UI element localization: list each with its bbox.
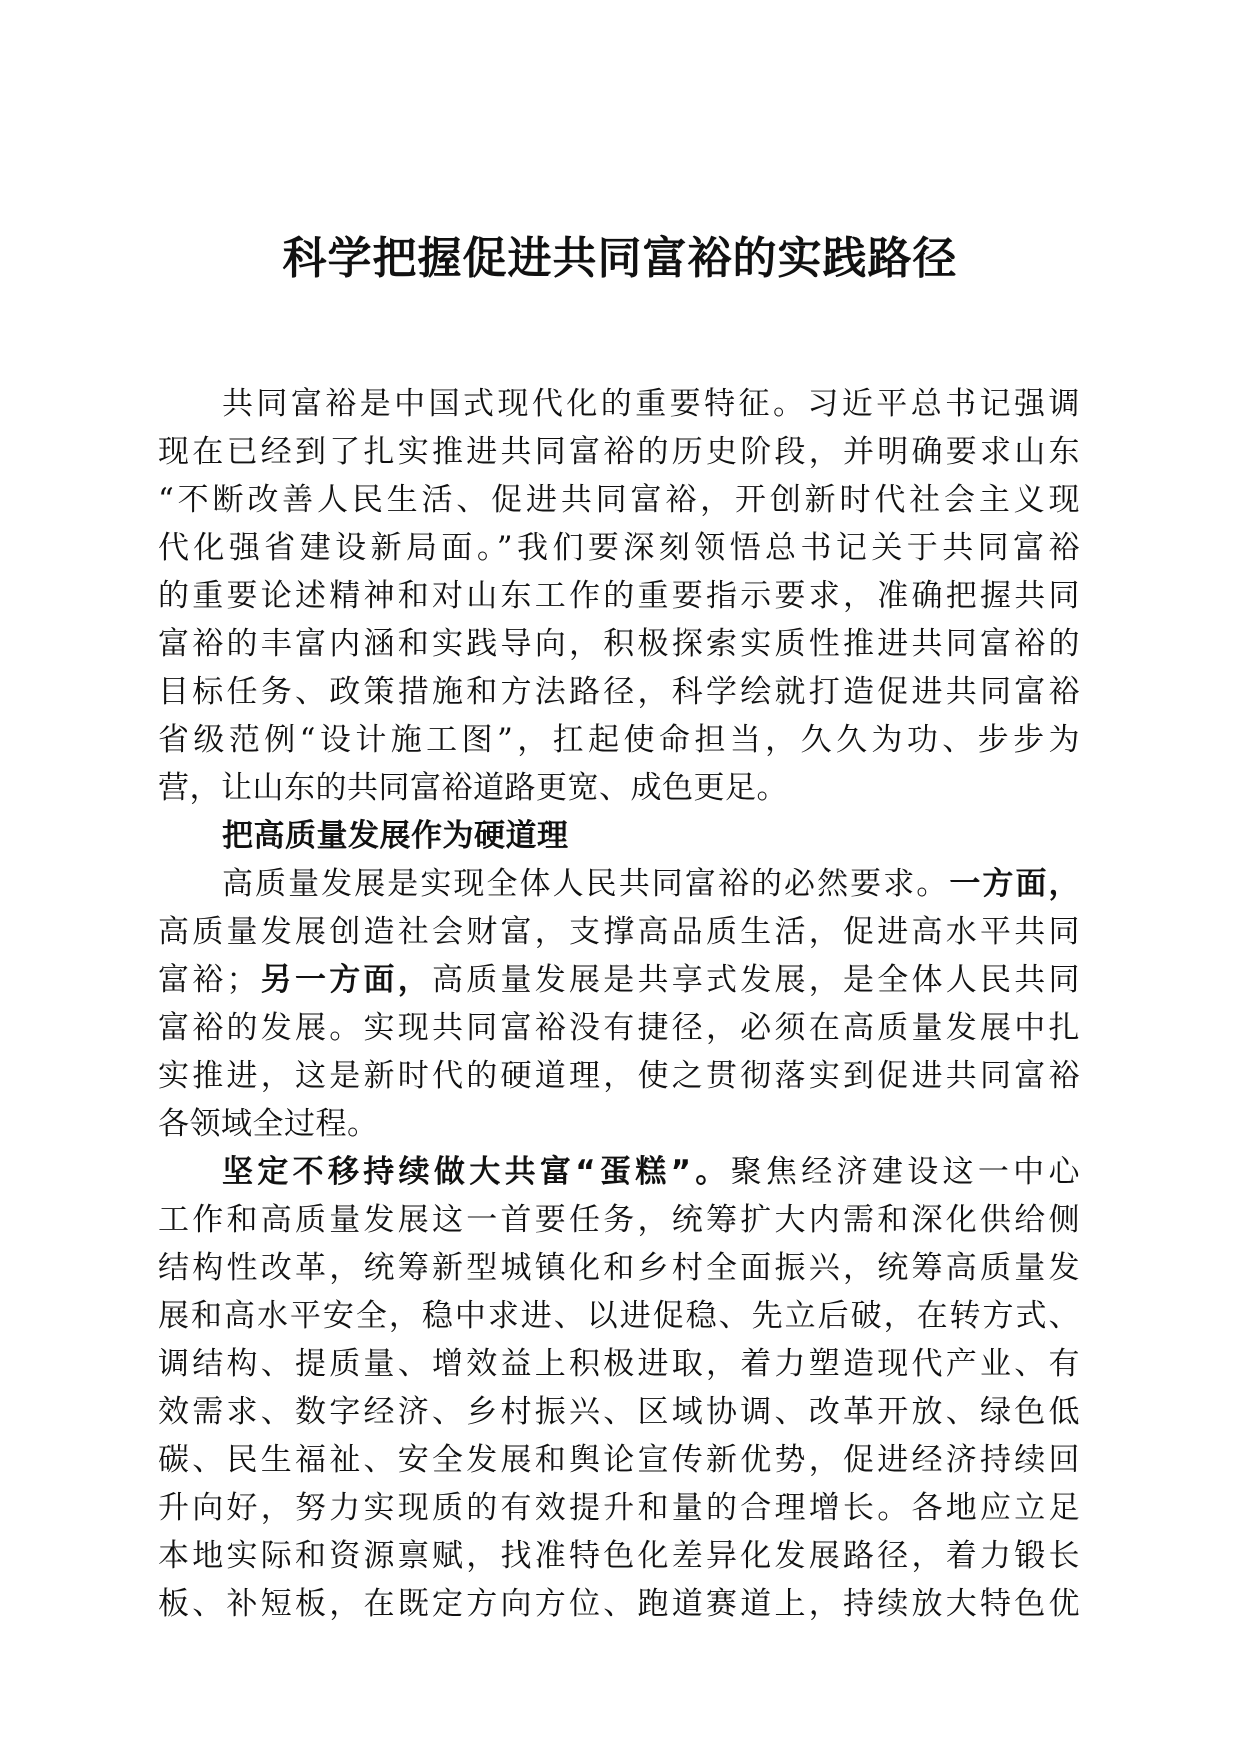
paragraph-2-text: 富裕； [158,962,258,998]
paragraph-3-line: 调结构、提质量、增效益上积极进取，着力塑造现代产业、有 [158,1346,1080,1382]
paragraph-2-line: 实推进，这是新时代的硬道理，使之贯彻落实到促进共同富裕 [158,1058,1080,1094]
paragraph-1-line: 代化强省建设新局面。”我们要深刻领悟总书记关于共同富裕 [158,530,1080,566]
paragraph-3-line: 碳、民生福祉、安全发展和舆论宣传新优势，促进经济持续回 [158,1442,1080,1478]
paragraph-1-line: 目标任务、政策措施和方法路径，科学绘就打造促进共同富裕 [158,674,1080,710]
paragraph-3-line [158,1148,1080,1196]
paragraph-2-line: 富裕的发展。实现共同富裕没有捷径，必须在高质量发展中扎 [158,1010,1080,1046]
paragraph-1-line: 富裕的丰富内涵和实践导向，积极探索实质性推进共同富裕的 [158,626,1080,662]
section-heading: 把高质量发展作为硬道理 [222,818,569,854]
document-body [158,380,1080,1628]
paragraph-2-line [158,956,1080,1004]
paragraph-2-text: 高质量发展是实现全体人民共同富裕的必然要求。 [222,866,950,902]
paragraph-1-line: 营，让山东的共同富裕道路更宽、成色更足。 [158,770,788,806]
paragraph-3-line: 展和高水平安全，稳中求进、以进促稳、先立后破，在转方式、 [158,1298,1080,1334]
paragraph-1-line: “不断改善人民生活、促进共同富裕，开创新时代社会主义现 [158,482,1080,518]
paragraph-1-line: 现在已经到了扎实推进共同富裕的历史阶段，并明确要求山东 [158,434,1080,470]
paragraph-3-line: 板、补短板，在既定方向方位、跑道赛道上，持续放大特色优 [158,1586,1080,1622]
paragraph-3-text: 聚焦经济建设这一中心 [730,1154,1080,1190]
paragraph-3-lead: 坚定不移持续做大共富“蛋糕”。 [222,1154,731,1190]
paragraph-2-emphasis: 另一方面， [258,962,432,998]
paragraph-3-line: 本地实际和资源禀赋，找准特色化差异化发展路径，着力锻长 [158,1538,1080,1574]
paragraph-2-emphasis: 一方面， [949,866,1081,902]
paragraph-3-line: 升向好，努力实现质的有效提升和量的合理增长。各地应立足 [158,1490,1080,1526]
document-title: 科学把握促进共同富裕的实践路径 [282,233,958,284]
paragraph-2-line: 各领域全过程。 [158,1106,379,1142]
paragraph-1-line: 共同富裕是中国式现代化的重要特征。习近平总书记强调 [222,386,1080,422]
paragraph-1-line: 省级范例“设计施工图”，扛起使命担当，久久为功、步步为 [158,722,1080,758]
paragraph-1-line: 的重要论述精神和对山东工作的重要指示要求，准确把握共同 [158,578,1080,614]
paragraph-3-line: 效需求、数字经济、乡村振兴、区域协调、改革开放、绿色低 [158,1394,1080,1430]
paragraph-2-text: 高质量发展是共享式发展，是全体人民共同 [432,962,1080,998]
paragraph-2-line [158,860,1080,908]
paragraph-3-line: 结构性改革，统筹新型城镇化和乡村全面振兴，统筹高质量发 [158,1250,1080,1286]
paragraph-3-line: 工作和高质量发展这一首要任务，统筹扩大内需和深化供给侧 [158,1202,1080,1238]
paragraph-2-line: 高质量发展创造社会财富，支撑高品质生活，促进高水平共同 [158,914,1080,950]
